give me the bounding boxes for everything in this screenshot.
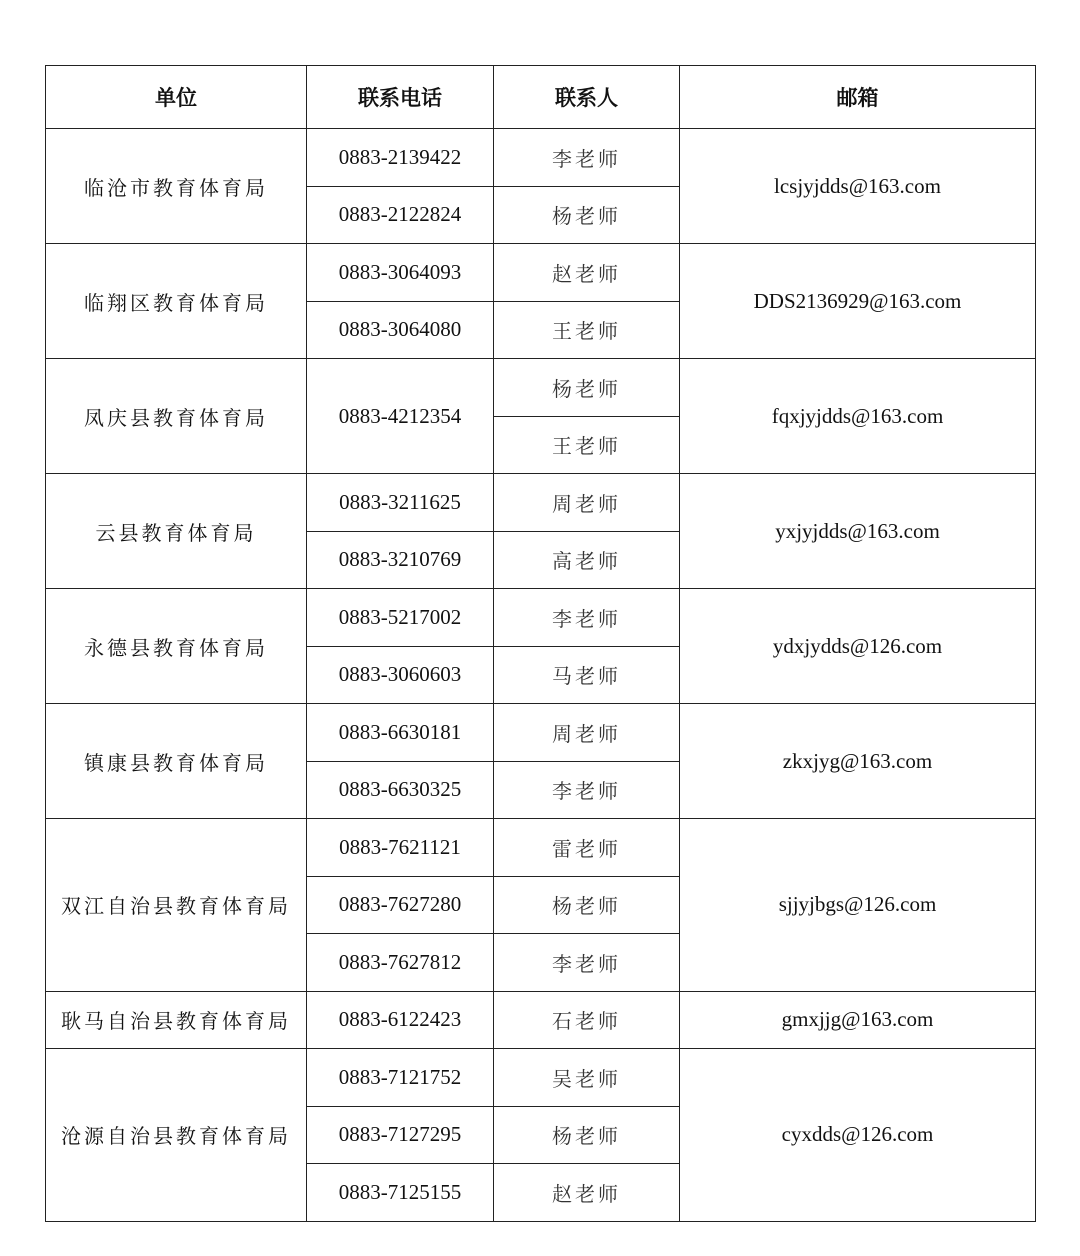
phone-cell: 0883-7121752 bbox=[307, 1049, 494, 1107]
phone-cell: 0883-3211625 bbox=[307, 474, 494, 532]
person-cell: 周老师 bbox=[494, 474, 680, 532]
unit-cell: 永德县教育体育局 bbox=[46, 589, 307, 704]
table-row bbox=[46, 244, 1036, 302]
person-cell: 李老师 bbox=[494, 934, 680, 992]
person-cell: 杨老师 bbox=[494, 1106, 680, 1164]
unit-cell: 临沧市教育体育局 bbox=[46, 129, 307, 244]
unit-cell: 沧源自治县教育体育局 bbox=[46, 1049, 307, 1222]
unit-cell: 双江自治县教育体育局 bbox=[46, 819, 307, 992]
header-phone: 联系电话 bbox=[307, 66, 494, 129]
person-cell: 杨老师 bbox=[494, 186, 680, 244]
email-cell: lcsjyjdds@163.com bbox=[680, 129, 1036, 244]
table-row bbox=[46, 1049, 1036, 1107]
phone-cell: 0883-2139422 bbox=[307, 129, 494, 187]
phone-cell: 0883-6630181 bbox=[307, 704, 494, 762]
email-cell: fqxjyjdds@163.com bbox=[680, 359, 1036, 474]
person-cell: 王老师 bbox=[494, 301, 680, 359]
email-cell: DDS2136929@163.com bbox=[680, 244, 1036, 359]
person-cell: 赵老师 bbox=[494, 244, 680, 302]
table-row bbox=[46, 129, 1036, 187]
phone-cell: 0883-6630325 bbox=[307, 761, 494, 819]
person-cell: 马老师 bbox=[494, 646, 680, 704]
header-person: 联系人 bbox=[494, 66, 680, 129]
person-cell: 石老师 bbox=[494, 991, 680, 1049]
person-cell: 周老师 bbox=[494, 704, 680, 762]
person-cell: 高老师 bbox=[494, 531, 680, 589]
phone-cell: 0883-3064093 bbox=[307, 244, 494, 302]
phone-cell: 0883-2122824 bbox=[307, 186, 494, 244]
phone-cell: 0883-5217002 bbox=[307, 589, 494, 647]
phone-cell: 0883-7627280 bbox=[307, 876, 494, 934]
table-row bbox=[46, 819, 1036, 877]
unit-cell: 云县教育体育局 bbox=[46, 474, 307, 589]
email-cell: gmxjjg@163.com bbox=[680, 991, 1036, 1049]
phone-cell: 0883-4212354 bbox=[307, 359, 494, 474]
header-row bbox=[46, 66, 1036, 129]
person-cell: 李老师 bbox=[494, 589, 680, 647]
phone-cell: 0883-7621121 bbox=[307, 819, 494, 877]
person-cell: 王老师 bbox=[494, 416, 680, 474]
header-unit: 单位 bbox=[46, 66, 307, 129]
phone-cell: 0883-7127295 bbox=[307, 1106, 494, 1164]
email-cell: zkxjyg@163.com bbox=[680, 704, 1036, 819]
person-cell: 李老师 bbox=[494, 761, 680, 819]
email-cell: yxjyjdds@163.com bbox=[680, 474, 1036, 589]
phone-cell: 0883-7627812 bbox=[307, 934, 494, 992]
email-cell: ydxjydds@126.com bbox=[680, 589, 1036, 704]
phone-cell: 0883-3210769 bbox=[307, 531, 494, 589]
unit-cell: 临翔区教育体育局 bbox=[46, 244, 307, 359]
email-cell: cyxdds@126.com bbox=[680, 1049, 1036, 1222]
table-row bbox=[46, 991, 1036, 1049]
person-cell: 杨老师 bbox=[494, 359, 680, 417]
unit-cell: 凤庆县教育体育局 bbox=[46, 359, 307, 474]
phone-cell: 0883-3064080 bbox=[307, 301, 494, 359]
table-row bbox=[46, 359, 1036, 417]
person-cell: 杨老师 bbox=[494, 876, 680, 934]
person-cell: 赵老师 bbox=[494, 1164, 680, 1222]
email-cell: sjjyjbgs@126.com bbox=[680, 819, 1036, 992]
table-row bbox=[46, 474, 1036, 532]
phone-cell: 0883-6122423 bbox=[307, 991, 494, 1049]
contact-table bbox=[45, 65, 1036, 1222]
person-cell: 李老师 bbox=[494, 129, 680, 187]
table-row bbox=[46, 589, 1036, 647]
person-cell: 雷老师 bbox=[494, 819, 680, 877]
unit-cell: 镇康县教育体育局 bbox=[46, 704, 307, 819]
phone-cell: 0883-7125155 bbox=[307, 1164, 494, 1222]
phone-cell: 0883-3060603 bbox=[307, 646, 494, 704]
table-row bbox=[46, 704, 1036, 762]
header-email: 邮箱 bbox=[680, 66, 1036, 129]
unit-cell: 耿马自治县教育体育局 bbox=[46, 991, 307, 1049]
person-cell: 吴老师 bbox=[494, 1049, 680, 1107]
